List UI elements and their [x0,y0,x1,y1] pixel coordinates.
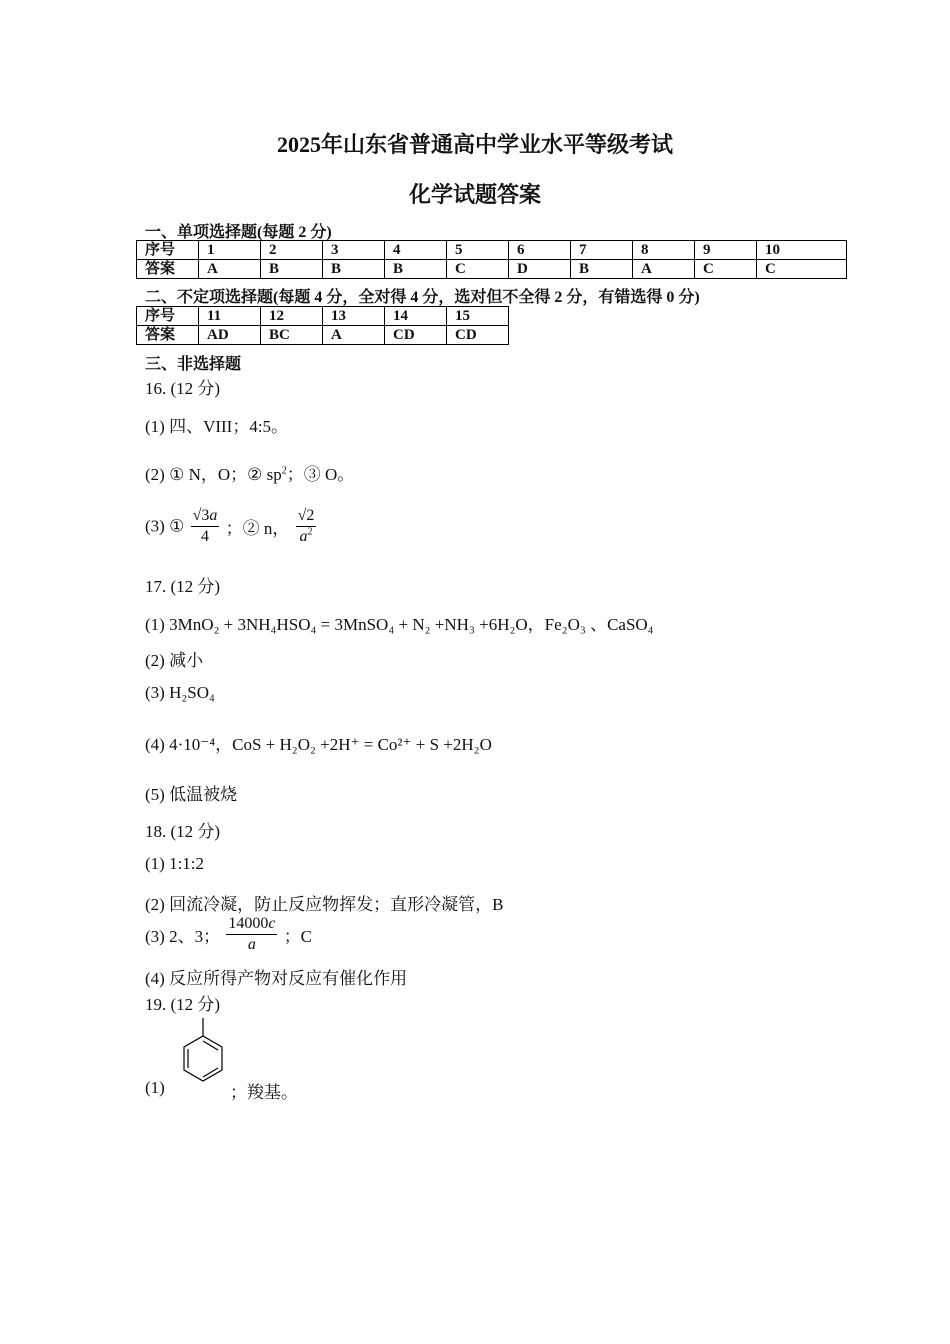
row-label: 序号 [137,307,199,326]
answer-cell: B [261,260,323,279]
q17-part4: (4) 4·10⁻⁴，CoS + H₂O₂ +2H⁺ = Co²⁺ + S +2H₂O [145,735,492,754]
answer-cell: A [633,260,695,279]
q16-part1: (1) 四、VIII；4:5。 [145,417,289,436]
question-number: 8 [633,241,695,260]
question-number: 12 [261,307,323,326]
answer-cell: C [695,260,757,279]
variable: a [299,528,308,545]
q16-part2-text: (2) ① N，O；② sp [145,465,282,484]
question-number: 2 [261,241,323,260]
question-number: 1 [199,241,261,260]
answer-cell: B [571,260,633,279]
table-row [137,307,509,326]
q17-part2: (2) 减小 [145,651,204,670]
fraction-denominator: 4 [200,528,209,545]
section3-heading: 三、非选择题 [145,356,242,373]
q18-part3-text: (3) 2、3； [145,927,221,946]
fraction [191,506,220,547]
q17-part1: (1) 3MnO₂ + 3NH₄HSO₄ = 3MnSO₄ + N₂ +NH₃ +6H₂O，Fe₂O₃ 、CaSO₄ [145,615,654,634]
table-row [137,241,847,260]
number: 14000 [228,915,269,932]
q17-part5: (5) 低温被烧 [145,785,238,804]
q18-part1: (1) 1:1:2 [145,854,205,873]
page-subtitle: 化学试题答案 [408,182,541,207]
question-number: 14 [385,307,447,326]
q18-part4: (4) 反应所得产物对反应有催化作用 [145,969,408,988]
answer-cell: AD [199,326,261,345]
question-number: 13 [323,307,385,326]
q16-title: 16. (12 分) [145,379,221,398]
answer-cell: A [323,326,385,345]
benzene-ring-structure-icon [172,1014,234,1096]
question-number: 10 [757,241,847,260]
answer-cell: C [757,260,847,279]
radicand: 2 [306,507,315,524]
q18-title: 18. (12 分) [145,822,221,841]
row-label: 序号 [137,241,199,260]
section1-heading: 一、单项选择题(每题 2 分) [145,224,332,241]
fraction-denominator [296,527,317,547]
q16-part3-text: (3) ① [145,516,185,536]
row-label: 答案 [137,326,199,345]
fraction-denominator: a [247,936,256,953]
page-title: 2025年山东省普通高中学业水平等级考试 [276,132,673,157]
fraction-numerator: √3a [191,506,220,527]
fraction-numerator [226,914,277,935]
fraction [296,506,317,547]
q16-part2-text: ；③ O。 [286,465,355,484]
answer-cell: C [447,260,509,279]
fraction-numerator: √2 [296,506,317,527]
q18-part3-text: ；C [283,927,313,946]
question-number: 4 [385,241,447,260]
question-number: 5 [447,241,509,260]
variable: c [268,915,276,932]
question-number: 15 [447,307,509,326]
question-number: 9 [695,241,757,260]
answer-cell: CD [385,326,447,345]
q16-part2 [145,460,354,485]
q18-part3 [145,914,312,955]
answer-cell: B [385,260,447,279]
table-row [137,326,509,345]
answer-cell: D [509,260,571,279]
q19-part1-text: ；羧基。 [230,1083,298,1102]
q16-part3-text: ；② n， [225,519,290,538]
q18-part2: (2) 回流冷凝，防止反应物挥发；直形冷凝管，B [145,895,504,914]
question-number: 11 [199,307,261,326]
variable: a [209,507,218,524]
superscript: 2 [307,526,313,538]
table-row [137,260,847,279]
row-label: 答案 [137,260,199,279]
answer-cell: A [199,260,261,279]
section2-heading: 二、不定项选择题(每题 4 分，全对得 4 分，选对但不全得 2 分，有错选得 0 分) [145,289,700,306]
superscript: 2 [281,465,287,477]
answer-cell: CD [447,326,509,345]
radicand: 3 [201,507,210,524]
question-number: 7 [571,241,633,260]
question-number: 3 [323,241,385,260]
fraction [226,914,277,955]
question-number: 6 [509,241,571,260]
q19-title: 19. (12 分) [145,995,221,1014]
q17-part3: (3) H₂SO₄ [145,683,215,702]
multi-choice-table [136,306,509,345]
answer-cell: B [323,260,385,279]
q16-part3 [145,506,318,547]
q17-title: 17. (12 分) [145,577,221,596]
answer-cell: BC [261,326,323,345]
q19-part1-label: (1) [145,1078,165,1097]
single-choice-table [136,240,847,279]
